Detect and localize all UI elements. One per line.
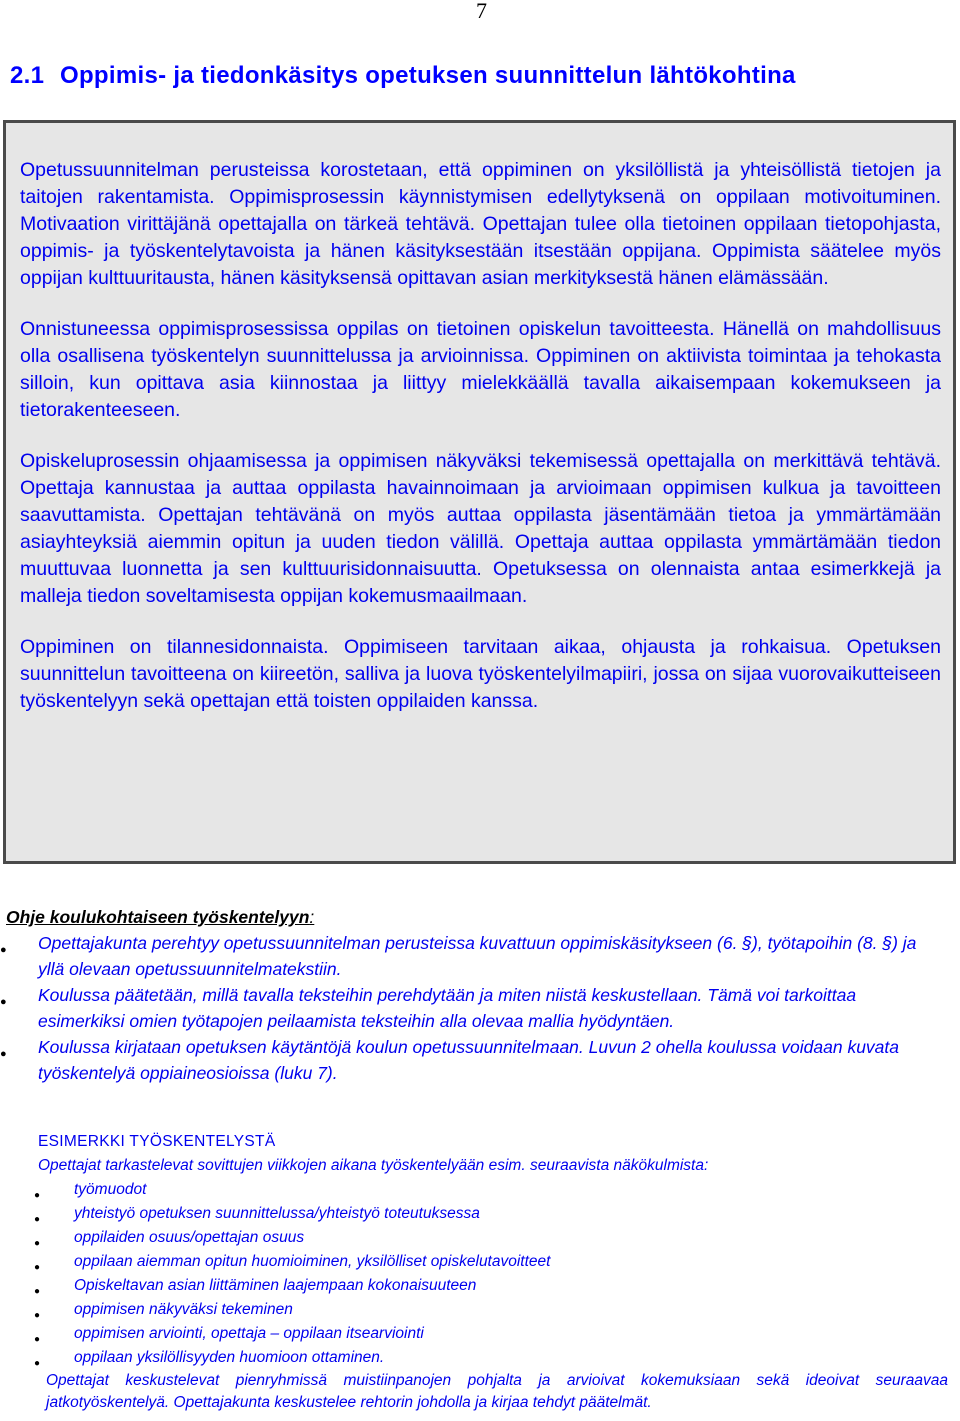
example-title: ESIMERKKI TYÖSKENTELYSTÄ xyxy=(38,1133,276,1150)
guide-list xyxy=(0,930,946,1086)
bullet-icon: ● xyxy=(0,1048,7,1060)
section-title: Oppimis- ja tiedonkäsitys opetuksen suunnittelun lähtökohtina xyxy=(60,62,796,89)
bullet-icon: ● xyxy=(0,944,7,956)
bullet-icon: ● xyxy=(34,1358,41,1369)
page-number: 7 xyxy=(476,0,487,23)
example-item-text: työmuodot xyxy=(74,1181,147,1198)
example-item-text: oppilaan aiemman opitun huomioiminen, yksilölliset opiskelutavoitteet xyxy=(74,1253,551,1270)
highlight-box xyxy=(3,120,956,864)
example-list-item xyxy=(34,1226,928,1250)
guide-list-item xyxy=(0,930,946,982)
example-item-text: oppilaan yksilöllisyyden huomioon ottaminen. xyxy=(74,1349,385,1366)
bullet-icon: ● xyxy=(34,1286,41,1297)
guide-section xyxy=(0,904,946,1086)
highlight-box-content xyxy=(20,157,941,739)
example-item-text: yhteistyö opetuksen suunnittelussa/yhteistyö toteutuksessa xyxy=(74,1205,480,1222)
guide-item-text: Opettajakunta perehtyy opetussuunnitelman perusteissa kuvattuun oppimiskäsitykseen (6. §), työtapoihin (8. §) ja yllä olevaan opetussuunnitelmatekstiin. xyxy=(38,933,917,979)
example-item-text: oppimisen arviointi, opettaja – oppilaan itsearviointi xyxy=(74,1325,424,1342)
guide-item-text: Koulussa päätetään, millä tavalla teksteihin perehdytään ja miten niistä keskustellaan. Tämä voi tarkoittaa esimerkiksi omien työtapojen peilaamista teksteihin alla olevaa mallia hyödyntäen. xyxy=(38,985,857,1031)
example-list-item xyxy=(34,1274,928,1298)
bullet-icon: ● xyxy=(34,1334,41,1345)
bullet-icon: ● xyxy=(34,1190,41,1201)
example-item-text: Opiskeltavan asian liittäminen laajempaan kokonaisuuteen xyxy=(74,1277,477,1294)
example-section xyxy=(34,1130,948,1414)
bullet-icon: ● xyxy=(0,996,7,1008)
box-paragraph: Oppiminen on tilannesidonnaista. Oppimiseen tarvitaan aikaa, ohjausta ja rohkaisua. Opetuksen suunnittelun tavoitteena on kiireetön, salliva ja luova työskentelyilmapiiri, jossa on sijaa vuorovaikutteiseen työskentelyyn sekä opettajan että toisten oppilaiden kanssa. xyxy=(20,636,941,712)
bullet-icon: ● xyxy=(34,1238,41,1249)
guide-item-text: Koulussa kirjataan opetuksen käytäntöjä koulun opetussuunnitelmaan. Luvun 2 ohella koulussa voidaan kuvata työskentelyä oppiaineosioissa (luku 7). xyxy=(38,1037,900,1083)
example-item-text: oppilaiden osuus/opettajan osuus xyxy=(74,1229,305,1246)
bullet-icon: ● xyxy=(34,1214,41,1225)
example-list-item xyxy=(34,1322,928,1346)
example-list-item xyxy=(34,1346,928,1370)
example-intro: Opettajat tarkastelevat sovittujen viikkojen aikana työskentelyään esim. seuraavista näkökulmista: xyxy=(38,1157,709,1174)
example-list-item xyxy=(34,1298,928,1322)
box-paragraph: Opetussuunnitelman perusteissa korostetaan, että oppiminen on yksilöllistä ja yhteisöllistä tietojen ja taitojen rakentamista. Oppimisprosessin käynnistymisen edellytyksenä on oppilaan motivoituminen. Motivaation virittäjänä opettajalla on tärkeä tehtävä. Opettajan tulee olla tietoinen oppilaan tietopohjasta, oppimis- ja työskentelytavoista ja hänen käsityksestään itsestään oppijana. Oppimista säätelee myös oppijan kulttuuritausta, hänen käsityksensä opittavan asian merkityksestä hänen elämässään. xyxy=(20,159,941,289)
example-list xyxy=(34,1178,928,1370)
example-item-text: oppimisen näkyväksi tekeminen xyxy=(74,1301,293,1318)
guide-title xyxy=(6,904,946,930)
guide-list-item xyxy=(0,1034,946,1086)
example-outro: Opettajat keskustelevat pienryhmissä muistiinpanojen pohjalta ja arvioivat kokemuksiaan sekä ideoivat seuraavaa jatkotyöskentelyä. Opettajakunta keskustelee rehtorin johdolla ja kirjaa tehdyt päätelmät. xyxy=(46,1372,948,1411)
section-number: 2.1 xyxy=(10,62,45,89)
section-heading xyxy=(10,62,796,90)
guide-title-colon: : xyxy=(309,907,315,927)
box-paragraph: Opiskeluprosessin ohjaamisessa ja oppimisen näkyväksi tekemisessä opettajalla on merkittävä tehtävä. Opettaja kannustaa ja auttaa oppilasta havainnoimaan ja arvioimaan oppimisen kulkua ja tavoitteen saavuttamista. Opettajan tehtävänä on myös auttaa oppilasta jäsentämään tietoa ja ymmärtämään asiayhteyksiä aiemmin opitun ja uuden tiedon välillä. Opettaja auttaa oppilasta ymmärtämään tiedon muuttuvaa luonnetta ja sen kulttuurisidonnaisuutta. Opetuksessa on olennaista antaa esimerkkejä ja malleja tiedon soveltamisesta oppijan kokemusmaailmaan. xyxy=(20,450,941,607)
bullet-icon: ● xyxy=(34,1262,41,1273)
guide-title-text: Ohje koulukohtaiseen työskentelyyn xyxy=(6,907,310,927)
box-paragraph: Onnistuneessa oppimisprosessissa oppilas on tietoinen opiskelun tavoitteesta. Hänellä on mahdollisuus olla osallisena työskentelyn suunnittelussa ja arvioinnissa. Oppiminen on aktiivista toimintaa ja tehokasta silloin, kun opittava asia kiinnostaa ja liittyy mielekkäällä tavalla aikaisempaan kokemukseen ja tietorakenteeseen. xyxy=(20,318,941,421)
bullet-icon: ● xyxy=(34,1310,41,1321)
example-list-item xyxy=(34,1178,928,1202)
example-list-item xyxy=(34,1202,928,1226)
guide-list-item xyxy=(0,982,946,1034)
example-list-item xyxy=(34,1250,928,1274)
